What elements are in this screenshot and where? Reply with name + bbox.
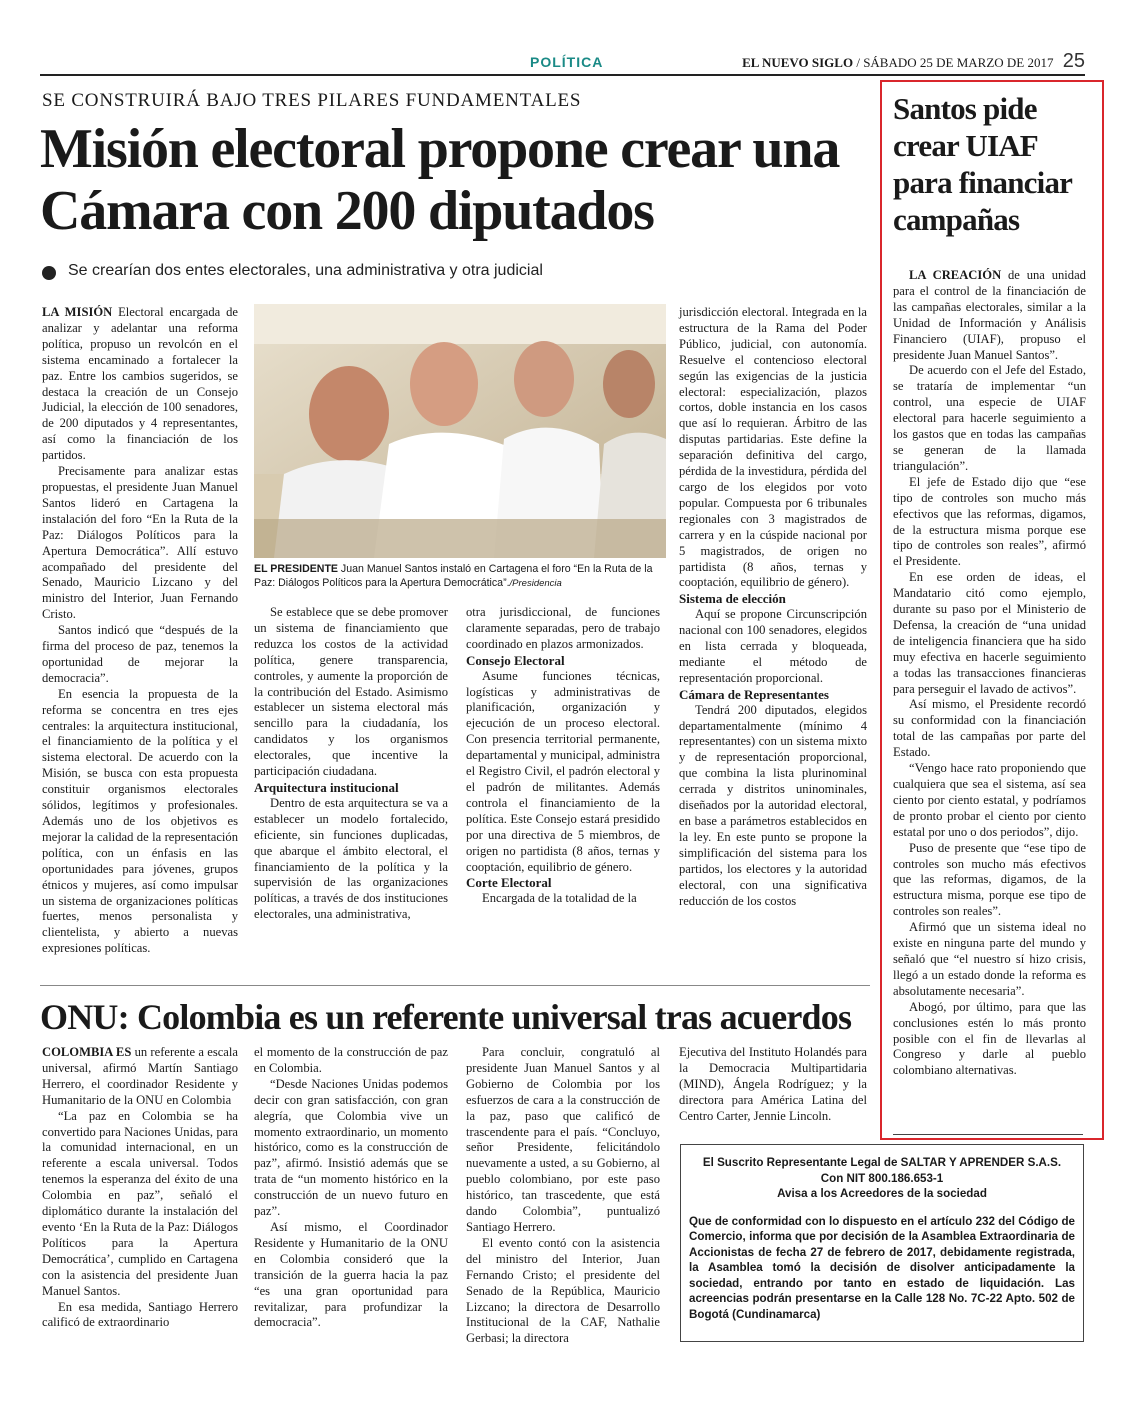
paragraph: “Desde Naciones Unidas podemos decir con gran satisfacción, con gran alegría, que Colombia vive un momento extraordinario, un momento histórico, como es la construcción de paz”, afirmó. Insistió además que se trata de “un momento histórico en la construcción de un nuevo futuro en paz”. bbox=[254, 1076, 448, 1219]
paragraph: Tendrá 200 diputados, elegidos departamentalmente (mínimo 4 representantes) con un sistema mixto y de representación proporcional, que combina la lista plurinominal cerrada y distritos uninominales, diseñados por la autoridad electoral, en base a parámetros establecidos en la ley. En este punto se propone la simplificación del sistema para los partidos, los electores y la autoridad electoral, con una significativa reducción de los costos bbox=[679, 702, 867, 908]
page-number: 25 bbox=[1062, 50, 1085, 72]
masthead bbox=[742, 50, 1085, 73]
paragraph-text: de una unidad para el control de la financiación de las campañas electorales, similar a la Unidad de Información y Análisis Financiero (UIAF), propuso el presidente Juan Manuel Santos”. bbox=[893, 268, 1086, 362]
paragraph: “La paz en Colombia se ha convertido para Naciones Unidas, para la comunidad internacional, en un referente a escala universal. Todos tenemos la esperanza del éxito de una Colombia en paz”, señaló el diplomático durante la instalación del evento ‘En la Ruta de la Paz: Diálogos Políticos para la Apertura Democrática’, cumplido en Cartagena con la asistencia del presidente Juan Manuel Santos. bbox=[42, 1108, 238, 1298]
notice-line-2: Con NIT 800.186.653-1 bbox=[820, 1171, 944, 1185]
paragraph: Así mismo, el Presidente recordó su conformidad con la financiación total de las campañas por parte del Estado. bbox=[893, 697, 1086, 760]
onu-column-3 bbox=[466, 1045, 660, 1347]
paragraph: Dentro de esta arquitectura se va a establecer un modelo fortalecido, eficiente, sin funciones duplicadas, que abarque el ámbito electoral, el financiamiento de la política y la supervisión de las organizaciones políticas, a través de dos instituciones electorales, una administrativa, bbox=[254, 795, 448, 922]
photo-credit: /Presidencia bbox=[509, 577, 562, 589]
lead-in: COLOMBIA ES bbox=[42, 1045, 132, 1059]
paragraph: Se establece que se debe promover un sistema de financiamiento que reduzca los costos de la actividad política, genere transparencia, controles, y aumente la proporción de la contribución del Estado. Asimismo establecer un sistema electoral más sencillo para la ciudadanía, los candidatos y los organismos electorales, que incentive la participación ciudadana. bbox=[254, 605, 448, 779]
onu-column-4 bbox=[679, 1045, 867, 1125]
paragraph: jurisdicción electoral. Integrada en la estructura de la Rama del Poder Público, judicial, con autonomía. Resuelve el contencioso electoral según las exigencias de la justicia electoral: especialización, plazos cortos, doble instancia en los casos que así lo requieran. Árbitro de las disputas partidarias. Este define la separación definitiva del cargo, pérdida de la investidura, pérdida del cargo de los elegidos por voto popular. Compuesta por 6 tribunales regionales con 3 magistrados de carrera y en la cúspide nacional por 5 magistrados, de origen no partidista (8 años, ternas y cooptación, equilibrio de género). bbox=[679, 305, 867, 590]
paragraph: En esa medida, Santiago Herrero calificó de extraordinario bbox=[42, 1299, 238, 1330]
paragraph: “Vengo hace rato proponiendo que cualquiera que sea el sistema, así sea ciento por ciento estatal, y podríamos de pronto probar el ciento por ciento estatal por uno o dos periodos”, dijo. bbox=[893, 761, 1086, 839]
article-deck: Se crearían dos entes electorales, una administrativa y otra judicial bbox=[68, 262, 543, 279]
subheading: Cámara de Representantes bbox=[679, 686, 829, 702]
subheading: Corte Electoral bbox=[466, 875, 552, 891]
paragraph: Ejecutiva del Instituto Holandés para la Democracia Multipartidaria (MIND), Ángela Rodríguez; y la directora para América Latina del Centro Carter, Jennie Lincoln. bbox=[679, 1045, 867, 1123]
paragraph: Asume funciones técnicas, logísticas y administrativas de planificación, organización y ejecución de un proceso electoral. Con presencia territorial permanente, departamental y municipal, administra el Registro Civil, el padrón electoral y el padrón de militantes. Además controla el financiamiento de la política. Este Consejo estará presidido por una directiva de 5 miembros, de origen no partidista (8 años, ternas y cooptación, equilibrio de género. bbox=[466, 668, 660, 874]
notice-line-3: Avisa a los Acreedores de la sociedad bbox=[777, 1187, 987, 1200]
notice-body: Que de conformidad con lo dispuesto en el artículo 232 del Código de Comercio, informa que por decisión de la Asamblea Extraordinaria de Accionistas de fecha 27 de febrero de 2017, debidamente registrada, la Asamblea tomó la decisión de disolver anticipadamente la sociedad, entrando por tanto en estado de liquidación. Las acreencias podrán presentarse en la Calle 128 No. 7C-22 Apto. 502 de Bogotá (Cundinamarca) bbox=[689, 1214, 1075, 1321]
paragraph: Abogó, por último, para que las conclusiones estén lo más pronto posible con el fin de llevarlas al Congreso y darle al pueblo colombiano alternativas. bbox=[893, 999, 1086, 1078]
paragraph: Encargada de la totalidad de la bbox=[482, 891, 637, 906]
sidebar-end-rule bbox=[893, 1134, 1083, 1135]
paragraph: Puso de presente que “ese tipo de controles son mucho más efectivos que las reformas, digamos, de la estructura misma, porque ese tipo de controles son reales”. bbox=[893, 840, 1086, 919]
article-column-2 bbox=[254, 605, 448, 923]
article-column-4 bbox=[679, 305, 867, 909]
legal-notice bbox=[680, 1144, 1084, 1342]
article-kicker: SE CONSTRUIRÁ BAJO TRES PILARES FUNDAMENTALES bbox=[42, 90, 582, 111]
section-divider bbox=[40, 985, 870, 986]
paragraph-text: un referente a escala universal, afirmó Martín Santiago Herrero, el coordinador Residente y Humanitario de la ONU en Colombia bbox=[42, 1045, 238, 1107]
article-column-1 bbox=[42, 305, 238, 957]
subheading: Arquitectura institucional bbox=[254, 779, 399, 795]
article-headline: Misión electoral propone crear una Cámara con 200 diputados bbox=[40, 118, 840, 242]
section-label: POLÍTICA bbox=[530, 54, 604, 70]
photo-caption bbox=[254, 563, 666, 590]
publication-name: EL NUEVO SIGLO bbox=[742, 55, 854, 70]
caption-lead: EL PRESIDENTE bbox=[254, 563, 338, 575]
onu-column-2 bbox=[254, 1045, 448, 1331]
paragraph bbox=[42, 305, 238, 464]
photo-image bbox=[254, 304, 666, 558]
onu-headline: ONU: Colombia es un referente universal tras acuerdos bbox=[40, 997, 852, 1037]
subheading: Sistema de elección bbox=[679, 591, 786, 607]
paragraph: Precisamente para analizar estas propuestas, el presidente Juan Manuel Santos lideró en Cartagena la instalación del foro “En la Ruta de la Paz: Diálogos Políticos para la Apertura Democrática”. Allí estuvo acompañado del presidente del Senado, Mauricio Lizcano y del ministro del Interior, Juan Fernando Cristo. bbox=[42, 464, 238, 622]
subheading: Consejo Electoral bbox=[466, 652, 565, 668]
paragraph: el momento de la construcción de paz en Colombia. bbox=[254, 1045, 448, 1075]
paragraph: Santos indicó que “después de la firma del proceso de paz, tenemos la oportunidad de mejorar la democracia”. bbox=[42, 623, 238, 685]
top-rule bbox=[40, 74, 1085, 76]
article-photo bbox=[254, 304, 666, 558]
paragraph: Así mismo, el Coordinador Residente y Humanitario de la ONU en Colombia consideró que la transición de la guerra hacia la paz “es una gran oportunidad para revitalizar, para profundizar la democracia”. bbox=[254, 1219, 448, 1330]
onu-column-1 bbox=[42, 1045, 238, 1331]
paragraph: De acuerdo con el Jefe del Estado, se trataría de implementar “un control, una especie de UIAF electoral para hacerle seguimiento a los gastos que en todas las campañas se generan de la llamada triangulación”. bbox=[893, 363, 1086, 473]
paragraph: El jefe de Estado dijo que “ese tipo de controles son mucho más efectivos que las reformas, digamos, de la estructura misma porque ese tipo de controles son reales”, afirmó el Presidente. bbox=[893, 474, 1086, 569]
lead-in: LA CREACIÓN bbox=[909, 268, 1002, 282]
sidebar-body bbox=[893, 268, 1086, 1079]
paragraph bbox=[893, 268, 1086, 363]
deck-bullet-icon bbox=[42, 266, 56, 280]
paragraph: En ese orden de ideas, el Mandatario citó como ejemplo, durante su paso por el Ministerio de Defensa, la creación de “una unidad de inteligencia financiera que ha sido muy efectiva en hacerle seguimiento a todas las transacciones financieras para perseguir el lavado de activos”. bbox=[893, 570, 1086, 696]
lead-in: LA MISIÓN bbox=[42, 305, 113, 319]
article-column-3 bbox=[466, 605, 660, 907]
publication-date: / SÁBADO 25 DE MARZO DE 2017 bbox=[856, 55, 1054, 70]
paragraph: otra jurisdiccional, de funciones claramente separadas, pero de trabajo coordinado en plazos armonizados. bbox=[466, 605, 660, 651]
paragraph: En esencia la propuesta de la reforma se concentra en tres ejes centrales: la arquitectura institucional, el financiamiento de la política y el sistema electoral. De acuerdo con la Misión, se busca con esta propuesta constituir organismos electorales sólidos, legítimos y profesionales. Además uno de los objetivos es mejorar la calidad de la representación política, con un énfasis en las oportunidades para jóvenes, grupos étnicos y mujeres, así como impulsar un sistema de organizaciones políticas fuertes, menos personalista y clientelista, y abierto a nuevas expresiones políticas. bbox=[42, 686, 238, 956]
paragraph: Para concluir, congratuló al presidente Juan Manuel Santos y al Gobierno de Colombia por los esfuerzos de cara a la construcción de la paz, paso que calificó de trascendente para el país. “Concluyo, señor Presidente, felicitándolo nuevamente a usted, a su Gobierno, al pueblo colombiano, por este paso histórico, tan trascedente, que está dando Colombia”, puntualizó Santiago Herrero. bbox=[466, 1045, 660, 1234]
paragraph bbox=[42, 1045, 238, 1109]
paragraph: El evento contó con la asistencia del ministro del Interior, Juan Fernando Cristo; el presidente del Senado de la República, Mauricio Lizcano; la directora de Desarrollo Institucional de la CAF, Nathalie Gerbasi; la directora bbox=[466, 1235, 660, 1346]
caption-text: Juan Manuel Santos instaló en Cartagena el foro “En la Ruta de la Paz: Diálogos Políticos para la Apertura Democrática”. bbox=[254, 563, 653, 589]
paragraph: Aquí se propone Circunscripción nacional con 100 senadores, elegidos en lista cerrada y bloqueada, mediante el método de representación proporcional. bbox=[679, 607, 867, 685]
paragraph-text: Electoral encargada de analizar y adelantar una reforma política, propuso un revolcón en el sistema encaminado a fortalecer la paz. Entre los cambios sugeridos, se destaca la creación de un Consejo Judicial, la elección de 100 senadores, de 200 diputados y 4 representantes, así como la financiación de los partidos. bbox=[42, 305, 238, 463]
paragraph: Afirmó que un sistema ideal no existe en ninguna parte del mundo y señaló que “el nuestro sí hizo crisis, llegó a un estado donde la reforma es absolutamente necesaria”. bbox=[893, 920, 1086, 998]
notice-line-1: El Suscrito Representante Legal de SALTAR Y APRENDER S.A.S. bbox=[702, 1156, 1062, 1169]
sidebar-headline: Santos pide crear UIAF para financiar campañas bbox=[893, 91, 1072, 237]
